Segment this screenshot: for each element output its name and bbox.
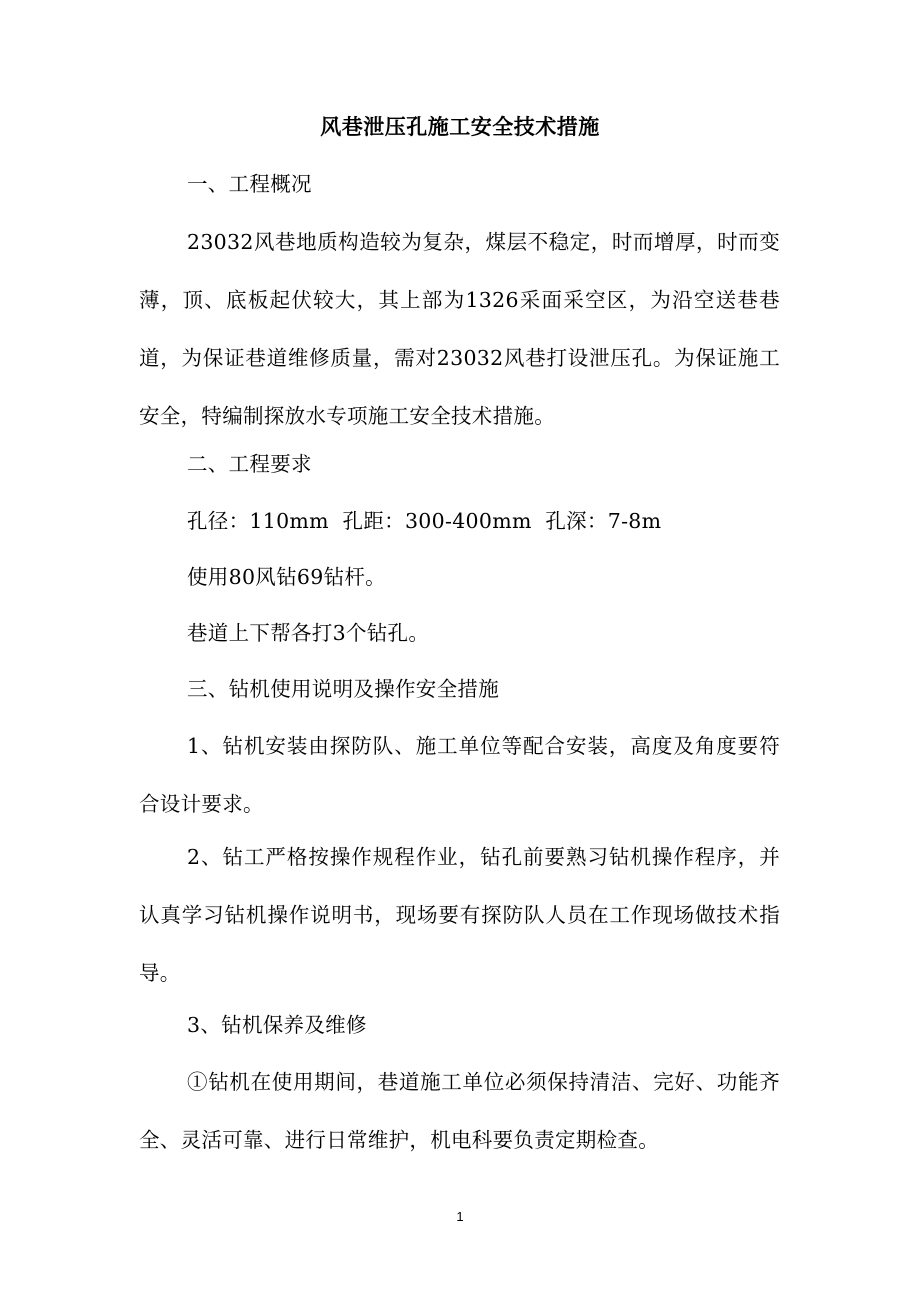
page-number: 1 (456, 1209, 464, 1224)
list-item-1: 1、钻机安装由探防队、施工单位等配合安装，高度及角度要符合设计要求。 (139, 734, 780, 816)
requirements-drill-line: 使用80风钻69钻杆。 (187, 565, 386, 589)
section-heading-overview: 一、工程概况 (187, 172, 312, 196)
overview-paragraph: 23032风巷地质构造较为复杂，煤层不稳定，时而增厚，时而变薄，顶、底板起伏较大，其上部为1326采面采空区，为沿空送巷巷道，为保证巷道维修质量，需对23032风巷打设泄压孔。为保证施工安全，特编制探放水专项施工安全技术措施。 (139, 230, 780, 428)
list-item-2: 2、钻工严格按操作规程作业，钻孔前要熟习钻机操作程序，并认真学习钻机操作说明书，现场要有探防队人员在工作现场做技术指导。 (139, 845, 780, 985)
section-heading-requirements: 二、工程要求 (187, 452, 312, 476)
sub-item-1: ①钻机在使用期间，巷道施工单位必须保持清洁、完好、功能齐全、灵活可靠、进行日常维护，机电科要负责定期检查。 (139, 1070, 780, 1152)
list-item-3: 3、钻机保养及维修 (187, 1013, 367, 1037)
document-title: 风巷泄压孔施工安全技术措施 (320, 114, 600, 139)
section-heading-drill-safety: 三、钻机使用说明及操作安全措施 (187, 677, 499, 701)
requirements-spec-line: 孔径：110mm 孔距：300-400mm 孔深：7-8m (187, 509, 662, 533)
requirements-holes-line: 巷道上下帮各打3个钻孔。 (187, 621, 430, 645)
